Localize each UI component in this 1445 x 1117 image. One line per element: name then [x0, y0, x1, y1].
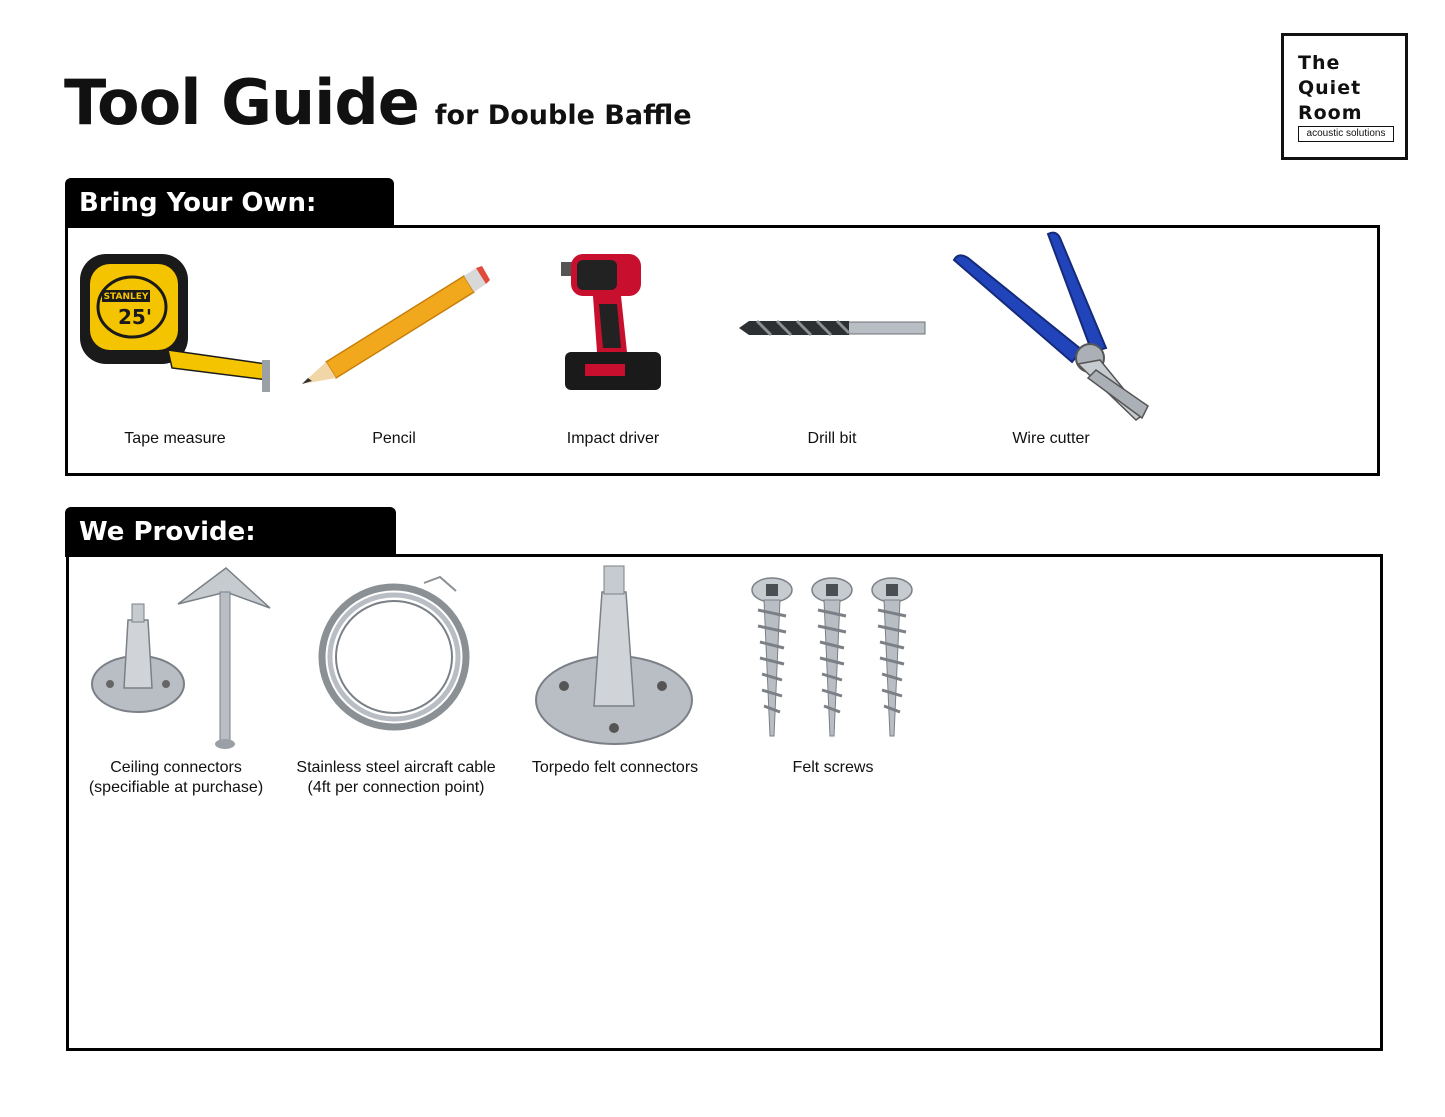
pencil-label: Pencil — [372, 430, 416, 447]
logo-line-3: Room — [1298, 102, 1363, 124]
ceiling-connectors-label-line1: Ceiling connectors — [110, 759, 242, 776]
ceiling-connectors-label-line2: (specifiable at purchase) — [88, 779, 264, 796]
pencil-icon — [296, 266, 491, 390]
ceiling-connector-icon — [86, 562, 276, 752]
torpedo-connector-icon — [532, 562, 697, 747]
logo-line-1: The — [1298, 52, 1341, 74]
cable-label — [286, 758, 506, 798]
brand-logo — [1281, 33, 1408, 160]
wire-cutter-label: Wire cutter — [1012, 430, 1090, 447]
tape-measure-icon — [76, 252, 276, 402]
page-subtitle: for Double Baffle — [434, 100, 692, 131]
cable-label-line2: (4ft per connection point) — [307, 779, 485, 796]
svg-text:STANLEY: STANLEY — [103, 292, 149, 302]
drill-bit-icon — [737, 316, 927, 340]
page-title: Tool Guide — [64, 66, 419, 139]
felt-screws-icon — [748, 574, 918, 744]
logo-line-2: Quiet — [1298, 77, 1362, 99]
cable-label-line1: Stainless steel aircraft cable — [296, 759, 496, 776]
page-header — [64, 66, 692, 139]
tape-measure-label: Tape measure — [124, 430, 226, 447]
ceiling-connectors-label — [76, 758, 276, 798]
impact-driver-label: Impact driver — [566, 430, 660, 447]
bring-own-heading: Bring Your Own: — [65, 178, 394, 228]
logo-tagline: acoustic solutions — [1298, 126, 1394, 142]
drill-bit-label: Drill bit — [807, 430, 857, 447]
felt-screws-label: Felt screws — [792, 759, 874, 776]
impact-driver-icon — [555, 252, 665, 397]
torpedo-label: Torpedo felt connectors — [531, 759, 699, 776]
svg-text:25': 25' — [118, 305, 152, 329]
we-provide-heading: We Provide: — [65, 507, 396, 557]
cable-coil-icon — [316, 575, 476, 733]
wire-cutter-icon — [948, 230, 1153, 426]
